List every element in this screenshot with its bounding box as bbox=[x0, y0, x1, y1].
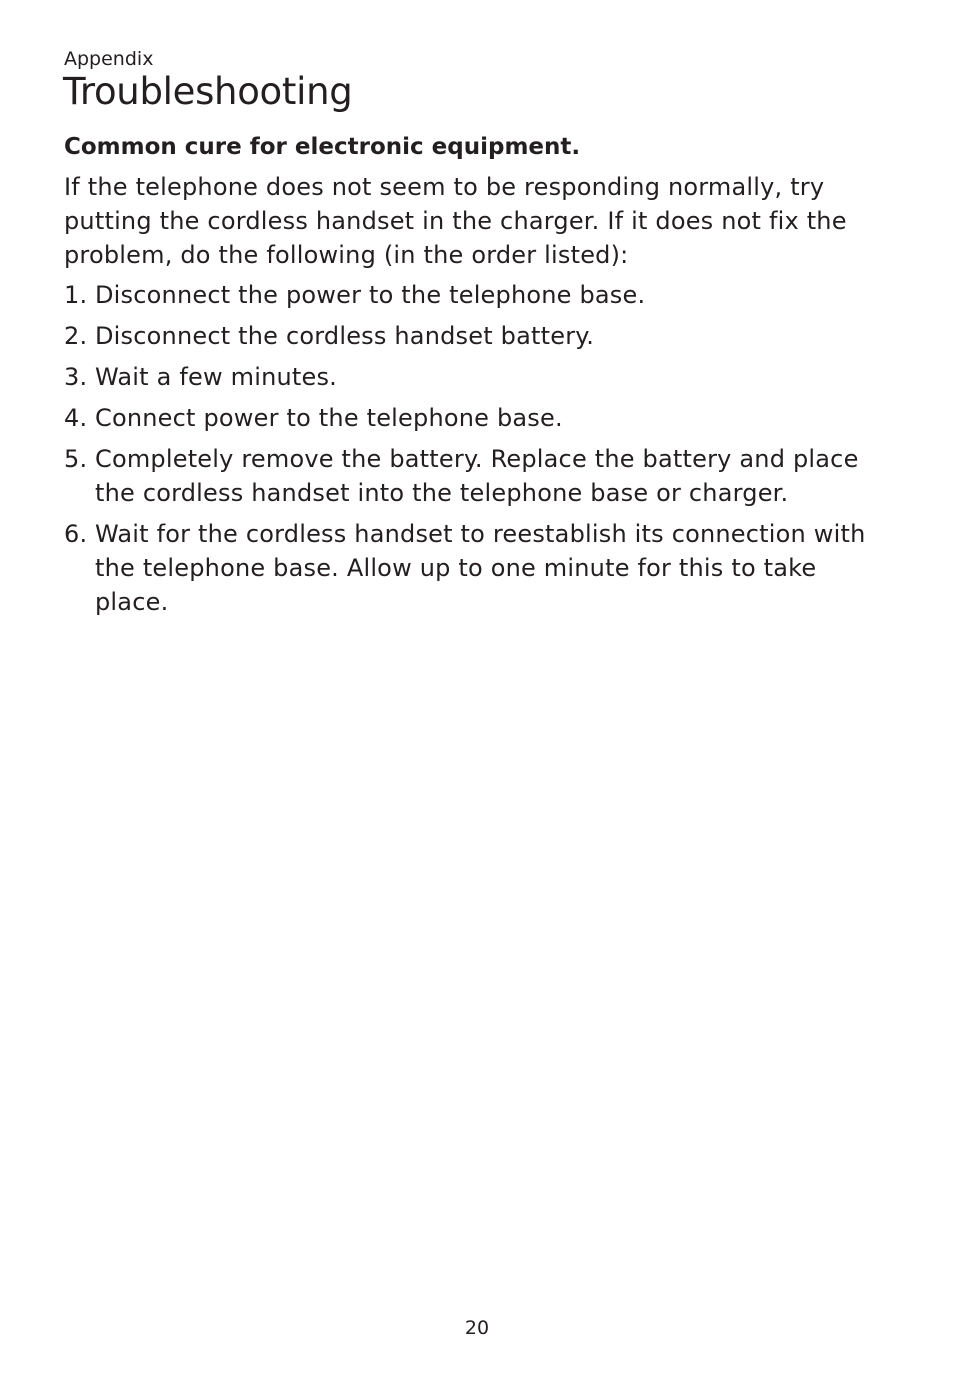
page-number: 20 bbox=[464, 1317, 490, 1339]
step-text: Completely remove the battery. Replace the battery and place the cordless handset into the telephone base or charger. bbox=[95, 445, 859, 507]
list-item bbox=[64, 442, 894, 510]
section-label: Appendix bbox=[64, 48, 154, 70]
page-content bbox=[64, 47, 894, 626]
list-item bbox=[64, 360, 894, 394]
step-number: 6. bbox=[64, 520, 88, 548]
step-text: Wait for the cordless handset to reestablish its connection with the telephone base. Allow up to one minute for this to take place. bbox=[95, 520, 866, 616]
list-item bbox=[64, 278, 894, 312]
step-number: 4. bbox=[64, 404, 88, 432]
list-item bbox=[64, 401, 894, 435]
list-item bbox=[64, 319, 894, 353]
steps-list bbox=[64, 278, 894, 619]
step-number: 3. bbox=[64, 363, 88, 391]
step-text: Disconnect the cordless handset battery. bbox=[95, 322, 595, 350]
intro-paragraph: If the telephone does not seem to be responding normally, try putting the cordless handset in the charger. If it does not fix the problem, do the following (in the order listed): bbox=[64, 173, 847, 269]
step-text: Connect power to the telephone base. bbox=[95, 404, 563, 432]
page-title: Troubleshooting bbox=[63, 70, 353, 113]
step-text: Disconnect the power to the telephone base. bbox=[95, 281, 646, 309]
step-number: 2. bbox=[64, 322, 88, 350]
step-text: Wait a few minutes. bbox=[95, 363, 337, 391]
list-item bbox=[64, 517, 894, 619]
step-number: 1. bbox=[64, 281, 88, 309]
step-number: 5. bbox=[64, 445, 88, 473]
subheading: Common cure for electronic equipment. bbox=[64, 134, 581, 160]
